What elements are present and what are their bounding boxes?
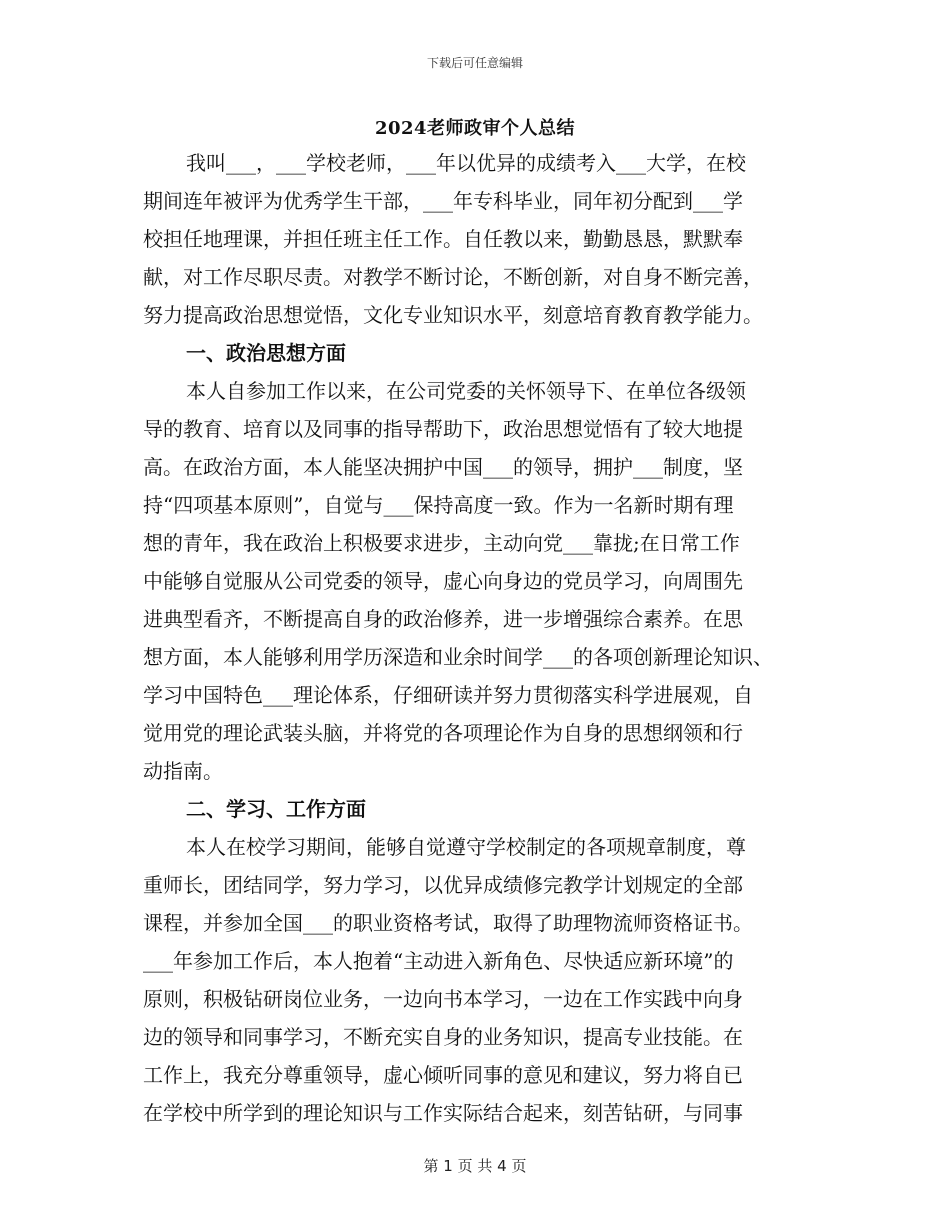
paragraph-line-6: 本人自参加工作以来，在公司党委的关怀领导下、在单位各级领	[186, 379, 746, 403]
paragraph-line-16: 动指南。	[143, 759, 223, 783]
paragraph-line-24: 在学校中所学到的理论知识与工作实际结合起来，刻苦钻研，与同事	[143, 1101, 743, 1125]
paragraph-line-17: 本人在校学习期间，能够自觉遵守学校制定的各项规章制度，尊	[186, 835, 746, 859]
paragraph-line-7: 导的教育、培育以及同事的指导帮助下，政治思想觉悟有了较大地提	[143, 417, 743, 441]
paragraph-line-5: 努力提高政治思想觉悟，文化专业知识水平，刻意培育教育教学能力。	[143, 303, 763, 327]
paragraph-line-13: 想方面，本人能够利用学历深造和业余时间学___的各项创新理论知识、	[143, 645, 773, 669]
paragraph-line-2: 期间连年被评为优秀学生干部，___年专科毕业，同年初分配到___学	[143, 189, 743, 213]
paragraph-line-23: 工作上，我充分尊重领导，虚心倾听同事的意见和建议，努力将自已	[143, 1063, 743, 1087]
paragraph-line-9: 持“四项基本原则”，自觉与___保持高度一致。作为一名新时期有理	[143, 493, 734, 517]
paragraph-line-12: 进典型看齐，不断提高自身的政治修养，进一步增强综合素养。在思	[143, 607, 743, 631]
paragraph-line-20: ___年参加工作后，本人抱着“主动进入新角色、尽快适应新环境”的	[143, 949, 734, 973]
paragraph-line-14: 学习中国特色___理论体系，仔细研读并努力贯彻落实科学进展观，自	[143, 683, 753, 707]
paragraph-line-10: 想的青年，我在政治上积极要求进步，主动向党___靠拢;在日常工作	[143, 531, 740, 555]
paragraph-line-8: 高。在政治方面，本人能坚决拥护中国___的领导，拥护___制度，坚	[143, 455, 743, 479]
paragraph-line-3: 校担任地理课，并担任班主任工作。自任教以来，勤勤恳恳，默默奉	[143, 227, 743, 251]
paragraph-line-18: 重师长，团结同学，努力学习，以优异成绩修完教学计划规定的全部	[143, 873, 743, 897]
document-title: 2024老师政审个人总结	[374, 118, 576, 139]
paragraph-line-19: 课程，并参加全国___的职业资格考试，取得了助理物流师资格证书。	[143, 911, 753, 935]
paragraph-line-22: 边的领导和同事学习，不断充实自身的业务知识，提高专业技能。在	[143, 1025, 743, 1049]
page-number: 第 1 页 共 4 页	[423, 1157, 527, 1175]
paragraph-line-4: 献，对工作尽职尽责。对教学不断讨论，不断创新，对自身不断完善，	[143, 265, 763, 289]
editable-note: 下载后可任意编辑	[426, 56, 523, 70]
paragraph-line-1: 我叫___，___学校老师，___年以优异的成绩考入___大学，在校	[186, 151, 746, 175]
section-heading-study-work: 二、学习、工作方面	[186, 797, 366, 821]
paragraph-line-15: 觉用党的理论武装头脑，并将党的各项理论作为自身的思想纲领和行	[143, 721, 743, 745]
paragraph-line-11: 中能够自觉服从公司党委的领导，虚心向身边的党员学习，向周围先	[143, 569, 743, 593]
paragraph-line-21: 原则，积极钻研岗位业务，一边向书本学习，一边在工作实践中向身	[143, 987, 743, 1011]
section-heading-political: 一、政治思想方面	[186, 341, 346, 365]
